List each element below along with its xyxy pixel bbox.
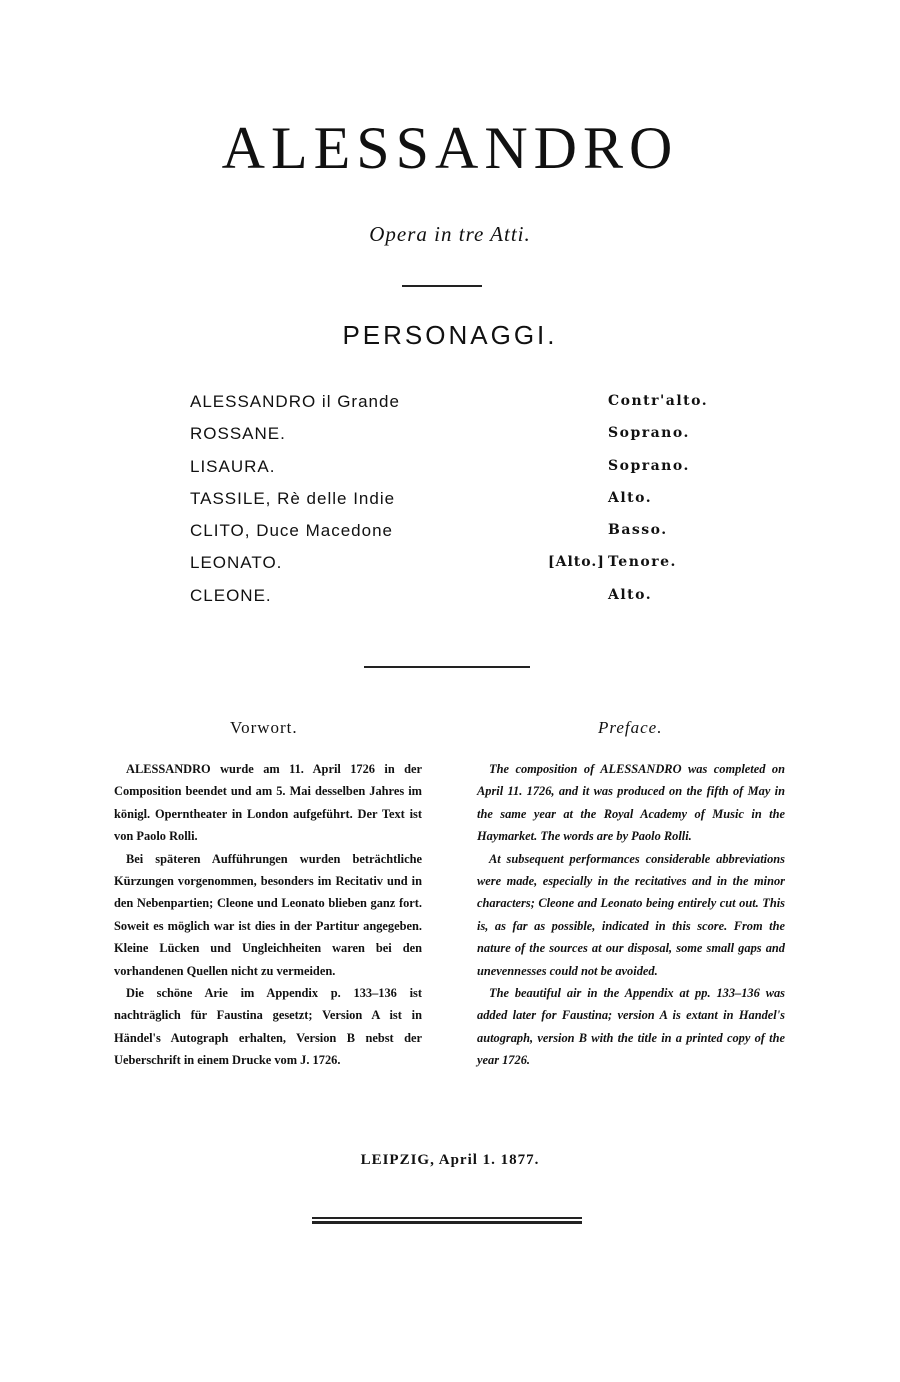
preface-heading: Preface. — [598, 718, 663, 737]
preface-paragraph: The composition of ALESSANDRO was completed on April 11. 1726, and it was produced on the fifth of May in the same year at the Royal Academy of Music in the Haymarket. The words are by Paolo Rolli. — [477, 762, 785, 844]
cast-entry — [190, 489, 710, 521]
cast-role: LEONATO. — [190, 553, 283, 573]
cast-voice: Alto. — [608, 489, 653, 506]
cast-entry — [190, 521, 710, 553]
cast-voice: Tenore. — [608, 554, 677, 571]
cast-voice: Basso. — [608, 522, 668, 539]
closing-double-rule-bottom — [312, 1221, 582, 1224]
vorwort-paragraph: Die schöne Arie im Appendix p. 133–136 ist nachträglich für Faustina gesetzt; Version A ist in Händel's Autograph erhalten, Version B nebst der Ueberschrift in einem Drucke vom J. 1726. — [114, 986, 422, 1068]
cast-entry — [190, 586, 710, 618]
vorwort-text — [114, 758, 422, 1072]
divider-rule — [402, 285, 482, 287]
cast-role: CLITO, Duce Macedone — [190, 521, 393, 541]
opera-title: ALESSANDRO — [221, 115, 679, 181]
opera-subtitle: Opera in tre Atti. — [369, 222, 531, 246]
cast-voice: Alto. — [608, 586, 653, 603]
cast-voice: Soprano. — [608, 425, 690, 442]
cast-role: ALESSANDRO il Grande — [190, 392, 400, 411]
cast-voice: Soprano. — [608, 457, 690, 474]
divider-rule — [364, 666, 530, 668]
vorwort-paragraph: Bei späteren Aufführungen wurden beträchtliche Kürzungen vorgenommen, besonders im Recitativ und in den Nebenpartien; Cleone und Leonato blieben ganz fort. Soweit es möglich war ist dies in der Partitur angegeben. Kleine Lücken und Ungleichheiten waren bei den vorhandenen Quellen nicht zu vermeiden. — [114, 851, 422, 978]
cast-entry — [190, 392, 710, 424]
place-and-date: LEIPZIG, April 1. 1877. — [360, 1152, 540, 1168]
cast-role: TASSILE, Rè delle Indie — [190, 488, 396, 508]
vorwort-paragraph: ALESSANDRO wurde am 11. April 1726 in der Composition beendet und am 5. Mai desselben Jahres im königl. Operntheater in London aufgeführt. Der Text ist von Paolo Rolli. — [114, 762, 422, 844]
preface-paragraph: The beautiful air in the Appendix at pp. 133–136 was added later for Faustina; version A is extant in Handel's autograph, version B with the title in a printed copy of the year 1726. — [477, 986, 785, 1068]
cast-heading: PERSONAGGI. — [342, 320, 558, 350]
cast-voice-alternate: [Alto.] — [548, 554, 605, 571]
cast-role: LISAURA. — [190, 456, 276, 476]
cast-entry — [190, 457, 710, 489]
cast-role: ROSSANE. — [190, 424, 286, 444]
closing-double-rule-top — [312, 1217, 582, 1219]
vorwort-heading: Vorwort. — [230, 718, 298, 737]
preface-paragraph: At subsequent performances considerable abbreviations were made, especially in the recitatives and in the minor characters; Cleone and Leonato being entirely cut out. This is, as far as possible, indicated in this score. From the nature of the sources at our disposal, some small gaps and unevennesses could not be avoided. — [477, 851, 785, 978]
cast-role: CLEONE. — [190, 585, 272, 605]
cast-voice: Contr'alto. — [608, 393, 709, 409]
cast-entry — [190, 553, 710, 585]
cast-entry — [190, 424, 710, 456]
preface-text — [477, 758, 785, 1072]
cast-list — [190, 392, 710, 618]
